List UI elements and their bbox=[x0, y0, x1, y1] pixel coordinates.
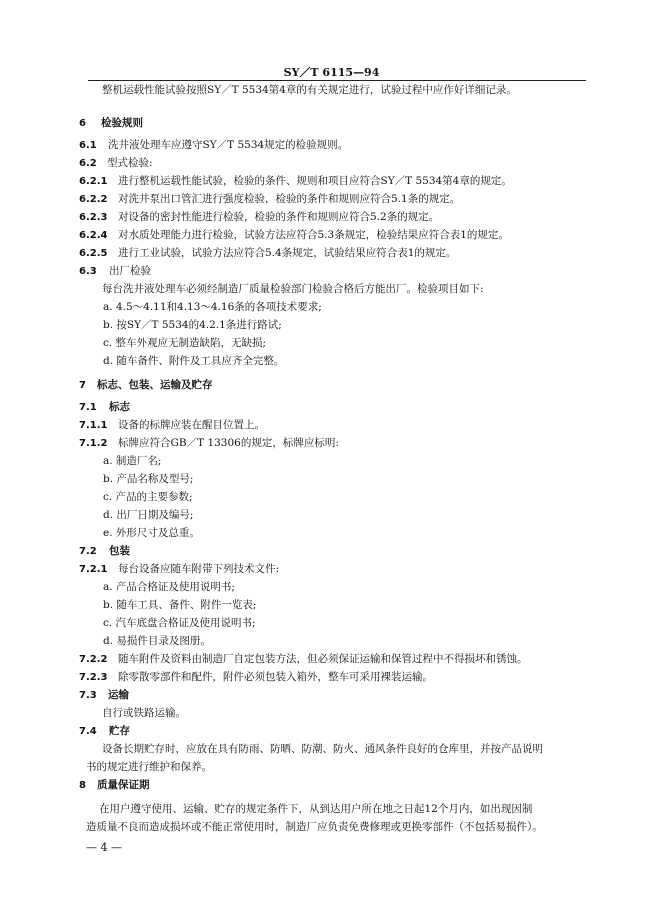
section-number: 7.3 bbox=[79, 690, 97, 701]
paragraph-text: 除零散零部件和配件，附件必须包装入箱外，整车可采用裸装运输。 bbox=[118, 671, 433, 683]
paragraph-text: c. 整车外观应无制造缺陷，无缺损; bbox=[103, 337, 267, 349]
paragraph-text: 造质量不良而造成损坏或不能正常使用时，制造厂应负责免费修理或更换零部件（不包括易损件）。 bbox=[86, 821, 543, 833]
section-heading: 运输 bbox=[108, 689, 129, 701]
section-heading: 标志、包装、运输及贮存 bbox=[97, 379, 213, 391]
paragraph-text: 设备长期贮存时，应放在具有防雨、防晒、防潮、防火、通风条件良好的仓库里，并按产品说明 bbox=[102, 743, 543, 755]
paragraph-text: 进行整机运载性能试验，检验的条件、规则和项目应符合SY／T 5534第4章的规定。 bbox=[118, 175, 512, 187]
section-number: 7.2.3 bbox=[79, 672, 108, 683]
paragraph-text: 整机运载性能试验按照SY／T 5534第4章的有关规定进行，试验过程中应作好详细记录。 bbox=[102, 84, 517, 96]
section-number: 7.2 bbox=[79, 546, 97, 557]
section-number: 7.1.1 bbox=[79, 420, 108, 431]
paragraph-text: b. 随车工具、备件、附件一览表; bbox=[103, 599, 257, 611]
paragraph-text: a. 4.5～4.11和4.13～4.16条的各项技术要求; bbox=[103, 301, 322, 313]
section-number: 6.2.2 bbox=[79, 194, 108, 205]
section-number: 6.2.4 bbox=[79, 230, 108, 241]
paragraph-text: 标牌应符合GB／T 13306的规定，标牌应标明: bbox=[118, 437, 339, 449]
paragraph-text: 每台洗井液处理车必须经制造厂质量检验部门检验合格后方能出厂。检验项目如下: bbox=[102, 283, 484, 295]
paragraph-text: a. 产品合格证及使用说明书; bbox=[103, 581, 235, 593]
section-heading: 质量保证期 bbox=[97, 779, 150, 791]
page-number: — 4 — bbox=[86, 841, 122, 854]
paragraph-text: 设备的标牌应装在醒目位置上。 bbox=[118, 419, 265, 431]
paragraph-text: 每台设备应随车附带下列技术文件: bbox=[118, 563, 280, 575]
section-number: 7.2.1 bbox=[79, 564, 108, 575]
page-header: SY／T 6115—94 bbox=[283, 66, 380, 79]
section-number: 7.1 bbox=[79, 402, 97, 413]
section-number: 6.1 bbox=[79, 140, 97, 151]
section-number: 6.2 bbox=[79, 158, 97, 169]
section-number: 7.4 bbox=[79, 726, 97, 737]
section-number: 6 bbox=[79, 118, 86, 129]
section-heading: 贮存 bbox=[109, 725, 130, 737]
section-number: 6.2.3 bbox=[79, 212, 108, 223]
paragraph-text: d. 出厂日期及编号; bbox=[103, 509, 194, 521]
paragraph-text: c. 汽车底盘合格证及使用说明书; bbox=[103, 617, 256, 629]
section-number: 6.2.5 bbox=[79, 248, 108, 259]
section-number: 6.3 bbox=[79, 266, 97, 277]
paragraph-text: b. 按SY／T 5534的4.2.1条进行路试; bbox=[103, 319, 282, 331]
paragraph-text: 自行或铁路运输。 bbox=[102, 707, 186, 719]
paragraph-text: 进行工业试验，试验方法应符合5.4条规定，试验结果应符合表1的规定。 bbox=[118, 247, 457, 259]
paragraph-text: 在用户遵守使用、运输、贮存的规定条件下，从到达用户所在地之日起12个月内，如出现因制 bbox=[99, 803, 533, 815]
paragraph-text: 出厂检验 bbox=[109, 265, 151, 277]
paragraph-text: a. 制造厂名; bbox=[103, 455, 162, 467]
section-number: 7.1.2 bbox=[79, 438, 108, 449]
paragraph-text: c. 产品的主要参数; bbox=[103, 491, 193, 503]
paragraph-text: 对洗井泵出口管汇进行强度检验，检验的条件和规则应符合5.1条的规定。 bbox=[118, 193, 461, 205]
paragraph-text: 洗井液处理车应遵守SY／T 5534规定的检验规则。 bbox=[108, 139, 349, 151]
section-heading: 包装 bbox=[109, 545, 130, 557]
paragraph-text: d. 随车备件、附件及工具应齐全完整。 bbox=[103, 355, 285, 367]
header-rule bbox=[88, 80, 586, 81]
section-number: 8 bbox=[79, 780, 86, 791]
paragraph-text: e. 外形尺寸及总重。 bbox=[103, 527, 200, 539]
paragraph-text: 书的规定进行维护和保养。 bbox=[86, 761, 212, 773]
section-number: 7.2.2 bbox=[79, 654, 108, 665]
section-number: 7 bbox=[79, 380, 86, 391]
section-number: 6.2.1 bbox=[79, 176, 108, 187]
paragraph-text: 对水质处理能力进行检验，试验方法应符合5.3条规定，检验结果应符合表1的规定。 bbox=[118, 229, 509, 241]
section-heading: 标志 bbox=[109, 401, 130, 413]
paragraph-text: d. 易损件目录及图册。 bbox=[103, 635, 211, 647]
paragraph-text: 对设备的密封性能进行检验，检验的条件和规则应符合5.2条的规定。 bbox=[118, 211, 440, 223]
section-heading: 检验规则 bbox=[101, 117, 143, 129]
paragraph-text: b. 产品名称及型号; bbox=[103, 473, 194, 485]
paragraph-text: 随车附件及资料由制造厂自定包装方法，但必须保证运输和保管过程中不得损坏和锈蚀。 bbox=[118, 653, 528, 665]
paragraph-text: 型式检验: bbox=[107, 157, 153, 169]
